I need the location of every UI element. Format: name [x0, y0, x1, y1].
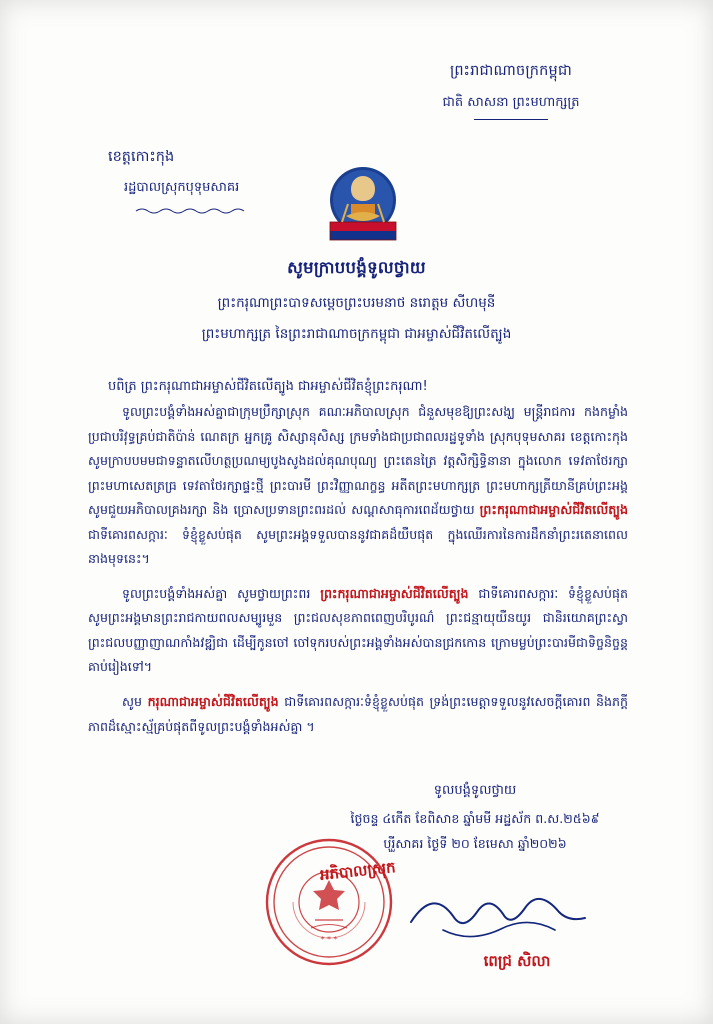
- svg-text:* * *: * * *: [320, 935, 338, 944]
- official-seal-icon: [263, 836, 395, 968]
- paragraph-text: សូម: [122, 694, 148, 710]
- kingdom-divider: [474, 119, 548, 120]
- signer-name: ពេជ្រ សិលា: [483, 952, 551, 970]
- paragraph-text: ជាទីគោរពសក្ការៈ ទំខ្ញុំខ្លួសប់ផុត សូមព្រះអង្គទទួលបាននូវជាគដ៏យឺបផុត ក្នុងឈើរការនៃការដឹកនាំព្រះរតេនាពេលនាងមុទនេះ។: [88, 526, 628, 567]
- paragraph-text: ជាទីគោរពសក្ការៈទំខ្ញុំខ្លួសប់ផុត ទ្រង់ព្រះមេត្តាទទួលនូវសេចក្ដីគោរព និងភក្ដីភាពដ៏ស្មោះស្ម័គ្រប់ផុតពីទូលព្រះបង្គំទាំងអស់គ្នា ។: [88, 694, 629, 734]
- title-line-2: ព្រះករុណាព្រះបាទសម្ដេចព្រះបរមនាថ នរោត្តម សីហមុនី: [217, 295, 496, 311]
- paragraph-text: ទូលព្រះបង្គំទាំងអស់គ្នា សូមថ្វាយព្រះពរ: [122, 585, 321, 601]
- gregorian-date: បុរួីសាគរ ថ្ងៃទី ២០ ខែមេសា ឆ្នាំ២០២៦: [383, 836, 567, 851]
- title-line-3: ព្រះមហាក្សត្រ នៃព្រះរាជាណាចក្រកម្ពុជា ជាអម្ចាស់ជីវិតលើត្បូង: [201, 326, 512, 342]
- closing-line: ទូលបង្គំទូលថ្វាយ: [433, 783, 517, 798]
- buddhist-date: ថ្ងៃចន្ទ ៤កើត ខែពិសាខ ឆ្នាំមមី អដ្ឋស័ក ព.ស.២៥៦៩: [350, 811, 600, 826]
- paragraph-text: ជាទីគោរពសក្ការៈ ទំខ្ញុំខ្លួសប់ផុត សូមព្រះអង្គមានព្រះរាជកាយពលសម្បូរមួន ព្រះជលសុខភាពពេញបរិបូរណ៌ ព្រះជន្មាយុយឺនយូរ ជានិរយោគព្រះស្វា ព្រះជលបញ្ញាញាណកាំងវឌ្ឍិជា ដើម្បីកូនចៅ ចៅទុករបស់ព្រះអង្គទាំងអស់បានជ្រកកោន ក្រោមម្លប់ព្រះបារមីជាទិច្ចនិច្ចន្តគាប់រៀងទៅ។: [88, 585, 628, 675]
- highlighted-phrase: ករុណាជាអម្ចាស់ជីវិតលើត្បូង: [147, 694, 279, 710]
- paragraph: [88, 690, 628, 739]
- paragraph-container: [88, 400, 628, 749]
- title-line-1: សូមក្រាបបង្គំទូលថ្វាយ: [287, 258, 426, 277]
- kingdom-line-2: ជាតិ សាសនា ព្រះមហាក្សត្រ: [442, 95, 580, 110]
- district-administration: រដ្ឋបាលស្រុកបុទុមសាគរ: [124, 180, 240, 195]
- signature-ink: [403, 868, 593, 958]
- title-block: [0, 258, 713, 345]
- salutation: បពិត្រ ព្រះករុណាជាអម្ចាស់ជីវិតលើត្បូង ជាអម្ចាស់ជីវិតខ្ញុំព្រះករុណា!: [108, 379, 428, 394]
- kingdom-header: [361, 62, 661, 120]
- royal-emblem-icon: [320, 160, 406, 252]
- kingdom-line-1: ព្រះរាជាណាចក្រកម្ពុជា: [450, 63, 572, 79]
- paragraph: [88, 582, 628, 680]
- province-name: ខេត្តកោះកុង: [108, 149, 175, 165]
- highlighted-phrase: ព្រះករុណាជាអម្ចាស់ជីវិតលើត្បូង: [479, 502, 628, 518]
- highlighted-phrase: ព្រះករុណាជាអម្ចាស់ជីវិតលើត្បូង: [320, 585, 469, 601]
- paragraph: [88, 400, 628, 572]
- paragraph-text: ទូលព្រះបង្គំទាំងអស់គ្នាជាក្រុមប្រឹក្សាស្រុក គណៈអភិបាលស្រុក ជំនួសមុខឱ្យព្រះសង្ឃ មន្ត្រីរាជការ កងកម្លាំង ប្រជាបរិវុទ្ធគ្រប់ជាតិប៉ាន់ ណេតក្រ អ្នកគ្រូ សិស្សានុសិស្ស ក្រមទាំងជាប្រជាពលរដ្ឋទូទាំង ស្រុកបុទុមសាគរ ខេត្តកោះកុង សូមក្រាបបមមជាទន្ទាតលើហត្ថប្រណម្យបូងសូងដល់គុណបុណ្យ ព្រះតេនត្រៃ វត្តសិក្សិទ្ធិនានា ក្នុងលោក ទេវតាថែរក្សាព្រះមហាសេតត្រធ្រ ទេវតាថែរក្សាផ្ទះថ្មី ព្រះបារមី ព្រះវិញ្ញាណក្ខន្ធ អតីតព្រះមហាក្សត្រ ព្រះមហាក្សត្រីយានីគ្រប់ព្រះអង្គ សូមជួយអភិបាលគ្រងរក្សា និង ប្រោសប្រទានព្រះពរដល់ សណ្ដសាធុការពេដ័យថ្វាយ: [88, 404, 628, 518]
- stamp-overlay-text: អភិបាលស្រុក: [319, 858, 397, 884]
